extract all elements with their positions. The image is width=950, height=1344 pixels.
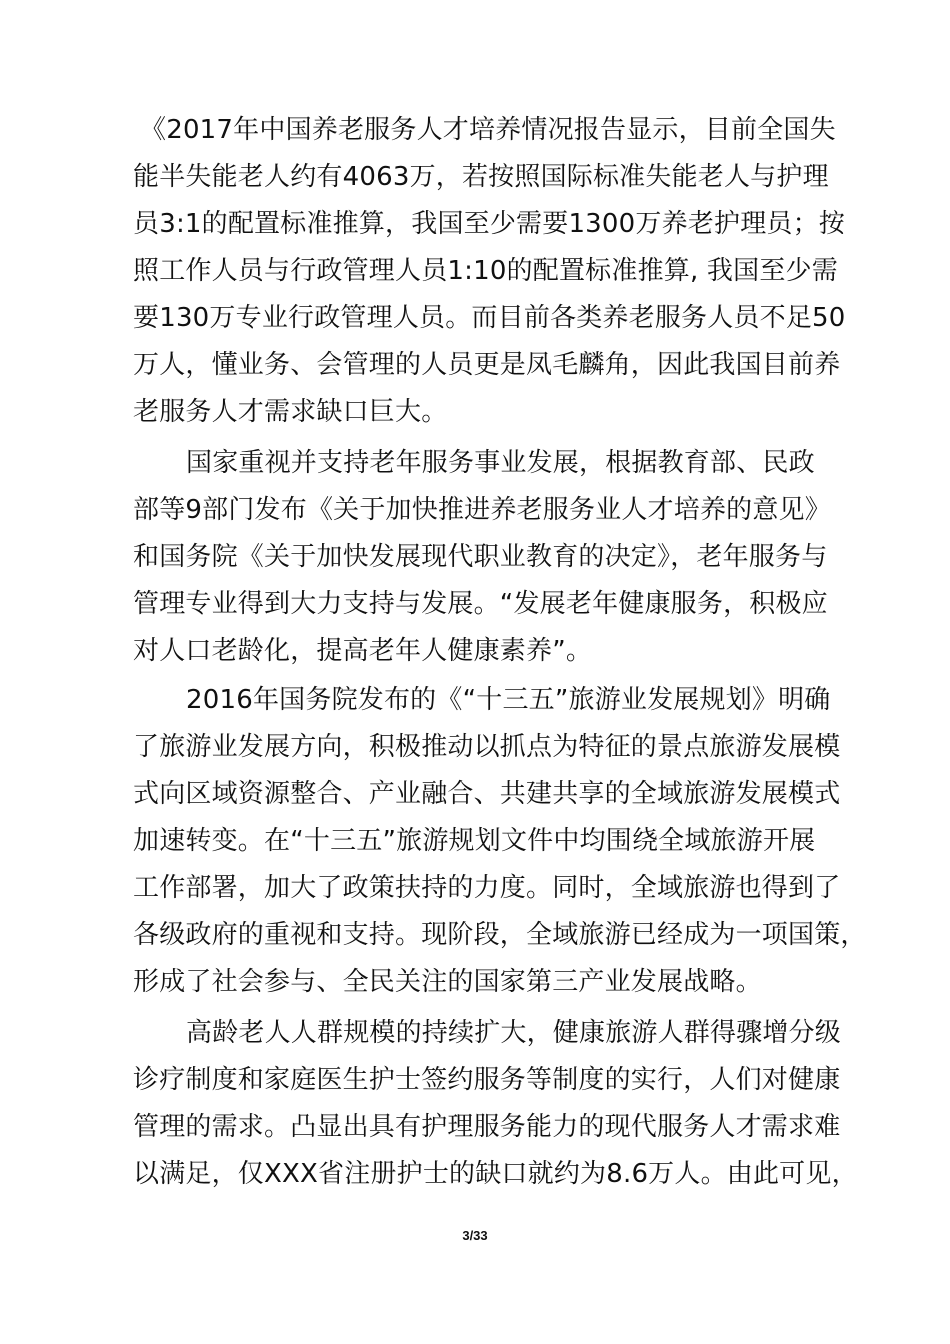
paragraph-1-line-5: 要130万专业行政管理人员。而目前各类养老服务人员不足50 xyxy=(133,303,846,333)
paragraph-4-line-1: 高龄老人人群规模的持续扩大，健康旅游人群得骤增分级 xyxy=(186,1018,842,1048)
paragraph-4-line-2: 诊疗制度和家庭医生护士签约服务等制度的实行，人们对健康 xyxy=(133,1065,841,1095)
paragraph-2-line-3: 和国务院《关于加快发展现代职业教育的决定》，老年服务与 xyxy=(133,542,828,572)
paragraph-1-line-7: 老服务人才需求缺口巨大。 xyxy=(133,397,448,427)
paragraph-2-line-4: 管理专业得到大力支持与发展。“发展老年健康服务，积极应 xyxy=(133,589,828,619)
paragraph-1-line-2: 能半失能老人约有4063万，若按照国际标准失能老人与护理 xyxy=(133,162,829,192)
paragraph-1-line-3: 员3:1的配置标准推算，我国至少需要1300万养老护理员；按 xyxy=(133,209,846,239)
paragraph-4-line-4: 以满足，仅XXX省注册护士的缺口就约为8.6万人。由此可见， xyxy=(133,1159,858,1189)
paragraph-2-line-1: 国家重视并支持老年服务事业发展，根据教育部、民政 xyxy=(186,448,815,478)
paragraph-4-line-3: 管理的需求。凸显出具有护理服务能力的现代服务人才需求难 xyxy=(133,1112,841,1142)
paragraph-1-line-1: 《2017年中国养老服务人才培养情况报告显示，目前全国失 xyxy=(140,115,836,145)
paragraph-3-line-4: 加速转变。在“十三五”旅游规划文件中均围绕全域旅游开展 xyxy=(133,826,816,856)
paragraph-1-line-6: 万人，懂业务、会管理的人员更是凤毛麟角，因此我国目前养 xyxy=(133,350,841,380)
paragraph-3-line-7: 形成了社会参与、全民关注的国家第三产业发展战略。 xyxy=(133,967,762,997)
paragraph-3-line-6: 各级政府的重视和支持。现阶段，全域旅游已经成为一项国策， xyxy=(133,920,867,950)
paragraph-2-line-2: 部等9部门发布《关于加快推进养老服务业人才培养的意见》 xyxy=(133,495,831,525)
page-number: 3/33 xyxy=(462,1228,488,1243)
paragraph-1-line-4: 照工作人员与行政管理人员1:10的配置标准推算, 我国至少需 xyxy=(133,256,838,286)
paragraph-3-line-3: 式向区域资源整合、产业融合、共建共享的全域旅游发展模式 xyxy=(133,779,841,809)
paragraph-2-line-5: 对人口老龄化，提高老年人健康素养”。 xyxy=(133,636,593,666)
paragraph-3-line-5: 工作部署，加大了政策扶持的力度。同时，全域旅游也得到了 xyxy=(133,873,841,903)
paragraph-3-line-1: 2016年国务院发布的《“十三五”旅游业发展规划》明确 xyxy=(186,685,831,715)
paragraph-3-line-2: 了旅游业发展方向，积极推动以抓点为特征的景点旅游发展模 xyxy=(133,732,841,762)
